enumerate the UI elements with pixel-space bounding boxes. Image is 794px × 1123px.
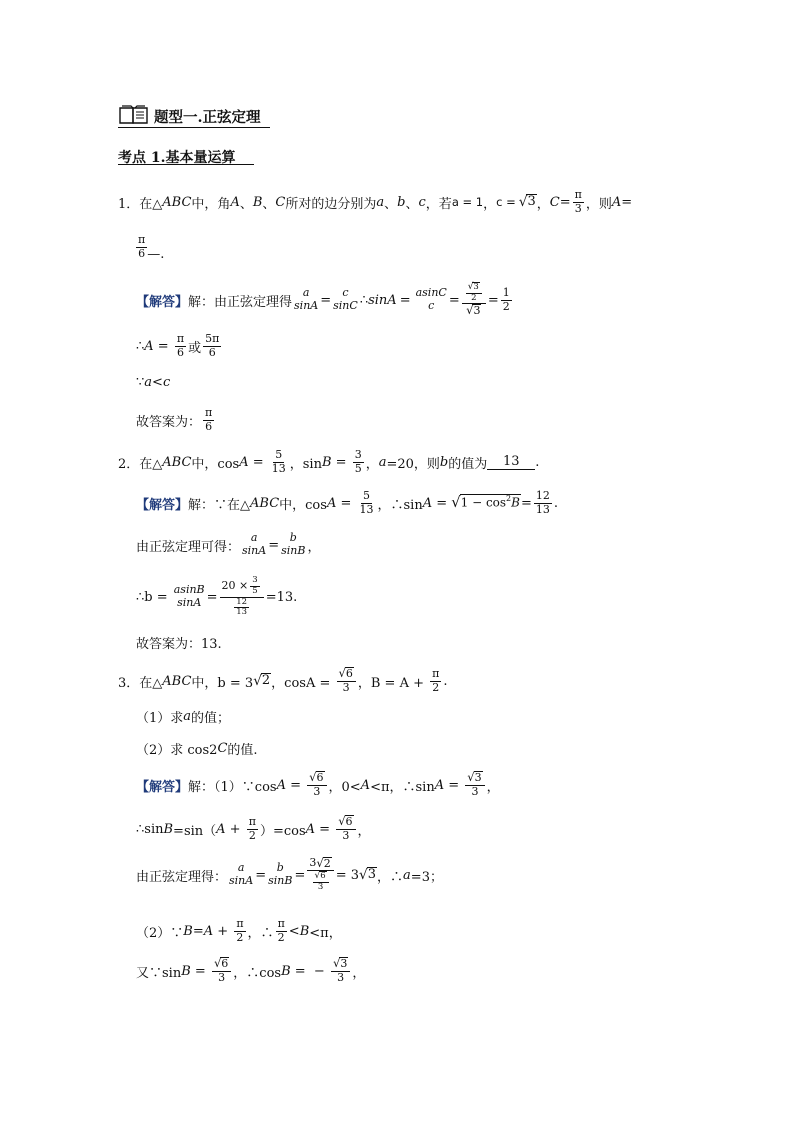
denominator: 3 xyxy=(342,829,350,842)
var: C xyxy=(275,194,286,210)
text: ，B = A + xyxy=(357,675,429,691)
denominator: 2 xyxy=(248,828,256,842)
var: b xyxy=(397,194,406,210)
numerator xyxy=(466,282,482,294)
fraction xyxy=(281,532,305,557)
text: ，若 xyxy=(425,196,452,212)
text: 中，角 xyxy=(191,196,231,212)
text: ，则 xyxy=(585,196,612,212)
text: = xyxy=(331,454,351,470)
solution-tag: 【解答】 xyxy=(136,779,189,795)
denominator: 13 xyxy=(236,607,248,618)
text: = xyxy=(320,292,332,308)
text: =sin（ xyxy=(173,823,217,839)
text: = 3 xyxy=(335,867,360,883)
text: 故答案为： xyxy=(136,414,202,430)
var: A xyxy=(239,454,249,470)
fraction xyxy=(268,862,292,887)
fraction xyxy=(212,957,231,984)
var: ABC xyxy=(250,495,280,511)
fraction xyxy=(353,449,364,475)
text: —. xyxy=(147,247,165,262)
denominator: 2 xyxy=(277,930,285,944)
text: = xyxy=(444,777,464,793)
denominator: 3 xyxy=(317,882,324,893)
fraction xyxy=(276,918,287,944)
text: ， xyxy=(352,965,366,981)
text: ， xyxy=(486,779,500,795)
sqrt: √ 3 xyxy=(359,867,377,883)
var: C xyxy=(549,194,560,210)
denominator: sinB xyxy=(281,544,306,557)
condition: a = 1 xyxy=(451,195,484,209)
fraction xyxy=(203,407,214,433)
text: 由正弦定理得： xyxy=(136,869,228,885)
var: a xyxy=(144,374,153,390)
radicand: 3 xyxy=(527,194,536,209)
text: ，cosA = xyxy=(271,675,335,691)
var: A xyxy=(203,923,214,939)
fraction xyxy=(430,668,441,694)
solution-1-line-1 xyxy=(136,280,514,320)
sqrt: √ 2 xyxy=(316,856,331,871)
text: . xyxy=(443,673,448,689)
text: = xyxy=(432,495,452,511)
denominator xyxy=(464,304,483,318)
fraction xyxy=(136,234,147,260)
text: 、 xyxy=(239,196,253,212)
text: 的值； xyxy=(191,710,231,726)
text: + xyxy=(213,923,233,939)
text: < xyxy=(152,374,163,390)
radicand: 3 xyxy=(367,867,377,882)
var: ABC xyxy=(162,194,192,210)
denominator: sinA xyxy=(229,874,254,887)
text: 20 × xyxy=(221,578,249,592)
numerator: 5 xyxy=(363,488,370,502)
text: <π，∴sin xyxy=(370,779,435,795)
text: = xyxy=(448,292,460,308)
fraction xyxy=(313,871,329,893)
text: ∴ xyxy=(136,338,145,354)
var: B xyxy=(252,194,263,210)
numerator: 12 xyxy=(236,596,248,607)
fraction xyxy=(307,857,333,893)
text: 的值. xyxy=(227,742,258,758)
solution-2-line-1 xyxy=(136,486,558,520)
denominator: 5 xyxy=(354,461,362,475)
fraction xyxy=(462,282,486,318)
text: ）=cos xyxy=(259,823,306,839)
var: ABC xyxy=(162,673,192,689)
text: 3 xyxy=(309,856,317,870)
var: a xyxy=(183,708,192,724)
var: sinA xyxy=(368,292,397,308)
solution-1-line-3 xyxy=(136,372,170,392)
denominator: 13 xyxy=(535,502,550,516)
denominator: 6 xyxy=(138,246,146,260)
denominator: sinB xyxy=(268,874,293,887)
numerator: 5 xyxy=(275,447,283,461)
radicand: 3 xyxy=(473,304,481,318)
fraction xyxy=(416,287,447,312)
numerator: a xyxy=(250,531,258,545)
text: 中，cos xyxy=(191,456,240,472)
var: B xyxy=(281,963,291,979)
var: A xyxy=(230,194,240,210)
text: ∴sin xyxy=(136,821,164,837)
text: （2）求 cos2 xyxy=(136,742,218,758)
numerator: 1 xyxy=(502,285,510,299)
var: a xyxy=(403,867,411,883)
var: A xyxy=(326,495,337,511)
text: 1 − cos xyxy=(460,496,507,511)
text: =13. xyxy=(265,589,298,605)
var: B xyxy=(511,496,520,511)
fraction xyxy=(336,815,355,842)
numerator: π xyxy=(277,916,285,930)
var: B xyxy=(183,923,193,939)
text: ，∴ xyxy=(377,869,404,885)
denominator: 6 xyxy=(208,345,216,359)
text: ，∴ xyxy=(247,925,274,941)
var: ABC xyxy=(162,454,192,470)
sqrt: √ $1 - \cos^2B$ xyxy=(451,494,520,512)
text: = xyxy=(520,495,532,511)
text: 解：（1）∵cos xyxy=(188,779,277,795)
text: = xyxy=(559,194,571,210)
denominator: 6 xyxy=(205,419,213,433)
text: ， xyxy=(365,456,379,472)
heading-underline xyxy=(118,127,270,128)
solution-tag: 【解答】 xyxy=(136,294,189,310)
text: ， xyxy=(307,539,321,555)
denominator: sinC xyxy=(333,299,358,312)
numerator xyxy=(336,815,355,830)
text: ， xyxy=(536,196,550,212)
numerator: a xyxy=(302,286,310,300)
denominator: sinA xyxy=(242,544,267,557)
sqrt: √ 3 xyxy=(332,956,348,971)
text: 解：由正弦定理得 xyxy=(188,294,293,310)
var: A xyxy=(216,821,226,837)
numerator xyxy=(337,667,356,682)
var: A xyxy=(422,495,433,511)
var: c xyxy=(418,194,426,210)
text: 、 xyxy=(262,196,276,212)
denominator: 5 xyxy=(252,585,258,596)
numerator xyxy=(307,771,326,786)
radicand xyxy=(460,494,521,511)
text: = xyxy=(190,963,210,979)
text: = xyxy=(192,923,204,939)
text: < xyxy=(288,923,300,939)
numerator: π xyxy=(205,405,213,419)
text: = xyxy=(255,867,267,883)
book-icon xyxy=(118,104,150,126)
question-1 xyxy=(118,188,632,216)
text: = xyxy=(336,495,356,511)
numerator: b xyxy=(276,861,284,875)
text: = xyxy=(268,537,280,553)
solution-1-answer xyxy=(136,404,216,436)
numerator: π xyxy=(236,916,244,930)
radicand: 6 xyxy=(320,871,326,882)
solution-2-line-3 xyxy=(136,570,297,624)
numerator: asinB xyxy=(173,583,205,597)
text: = xyxy=(621,194,633,210)
numerator xyxy=(212,957,231,972)
var: A xyxy=(611,194,622,210)
fraction xyxy=(234,598,249,619)
text: 在△ xyxy=(139,456,163,472)
numerator: π xyxy=(176,331,185,345)
var: A xyxy=(305,821,316,837)
var: B xyxy=(163,821,174,837)
text: 、 xyxy=(405,196,419,212)
answer-blank: 13 xyxy=(487,454,535,470)
numerator xyxy=(307,857,333,871)
text: ∴b = xyxy=(136,589,172,605)
sqrt: √ 6 xyxy=(338,666,353,681)
question-2 xyxy=(118,446,539,478)
text: ， xyxy=(483,196,497,212)
solution-tag: 【解答】 xyxy=(136,497,189,513)
text: ，∴sin xyxy=(377,497,423,513)
question-number: 1． xyxy=(118,196,140,212)
var: A xyxy=(276,777,286,793)
var: B xyxy=(299,923,310,939)
solution-3-line-1 xyxy=(136,766,500,804)
sqrt: √ 3 xyxy=(467,281,479,292)
var: A xyxy=(360,777,371,793)
text: 故答案为：13. xyxy=(136,636,222,652)
text: 的值为 xyxy=(448,456,488,472)
solution-3-line-4 xyxy=(136,912,342,950)
numerator: b xyxy=(289,531,297,545)
numerator xyxy=(462,282,486,305)
denominator: 3 xyxy=(337,971,345,984)
text: = xyxy=(285,777,306,793)
var: B xyxy=(321,454,332,470)
question-3-part-2 xyxy=(136,738,258,758)
question-number: 3． xyxy=(118,675,140,691)
var: B xyxy=(181,963,191,979)
text: ， xyxy=(357,823,371,839)
numerator: π xyxy=(432,666,440,680)
fraction xyxy=(242,532,266,557)
condition: c = xyxy=(496,195,516,209)
denominator: 13 xyxy=(271,461,286,475)
radicand: 6 xyxy=(316,771,324,785)
numerator xyxy=(465,771,484,786)
var: A xyxy=(434,777,445,793)
radicand: 6 xyxy=(345,667,353,681)
fraction xyxy=(203,333,221,359)
denominator xyxy=(309,871,333,893)
denominator: 3 xyxy=(471,785,479,798)
text: 在△ xyxy=(139,675,163,691)
denominator: 3 xyxy=(313,785,321,798)
fraction xyxy=(220,576,264,618)
fraction xyxy=(331,957,350,984)
text: ，∴cos xyxy=(233,965,282,981)
text: = xyxy=(294,867,306,883)
numerator xyxy=(220,576,264,598)
denominator: sinA xyxy=(177,596,202,609)
text: 解：∵在△ xyxy=(188,497,251,513)
sqrt: √ 2 xyxy=(253,673,271,689)
denominator: 2 xyxy=(502,299,510,313)
numerator: π xyxy=(138,232,146,246)
fraction xyxy=(307,771,326,798)
denominator: 13 xyxy=(359,502,374,516)
fraction xyxy=(337,667,356,694)
text: 在△ xyxy=(139,196,163,212)
question-3 xyxy=(118,664,448,698)
text: <π， xyxy=(309,925,342,941)
text: = − xyxy=(290,963,329,979)
denominator: 3 xyxy=(218,971,226,984)
radicand: 3 xyxy=(340,957,348,971)
solution-2-line-2 xyxy=(136,528,320,562)
denominator: 3 xyxy=(574,201,582,215)
text: 、 xyxy=(384,196,398,212)
solution-2-answer xyxy=(136,632,222,652)
text: 或 xyxy=(188,340,202,356)
subsection-underline xyxy=(118,164,254,165)
text: = xyxy=(399,292,411,308)
fraction xyxy=(229,862,253,887)
var: c xyxy=(162,374,171,390)
radicand: 6 xyxy=(221,957,229,971)
numerator: π xyxy=(574,187,582,201)
radicand: 3 xyxy=(473,281,479,292)
text: （2）∵ xyxy=(136,925,184,941)
subsection-title: 考点 1.基本量运算 xyxy=(118,150,236,166)
numerator: c xyxy=(342,286,349,300)
numerator xyxy=(331,957,350,972)
question-3-part-1 xyxy=(136,706,230,726)
var: a xyxy=(378,454,387,470)
text: = xyxy=(248,454,268,470)
text: . xyxy=(535,454,540,470)
denominator: 2 xyxy=(236,930,244,944)
fraction xyxy=(465,771,484,798)
section-heading: 题型一.正弦定理 xyxy=(154,109,261,126)
text: 所对的边分别为 xyxy=(285,196,377,212)
solution-3-line-2 xyxy=(136,810,371,848)
numerator: 3 xyxy=(354,447,362,461)
numerator: asinC xyxy=(415,286,447,300)
question-1-answer xyxy=(136,232,164,262)
text: 又∵sin xyxy=(136,965,182,981)
text: （1）求 xyxy=(136,710,184,726)
denominator: 6 xyxy=(176,345,184,359)
numerator: 3 xyxy=(252,574,258,585)
fraction xyxy=(247,816,258,842)
question-number: 2． xyxy=(118,456,140,472)
solution-3-line-3 xyxy=(136,852,443,898)
var: A xyxy=(144,338,154,354)
text: . xyxy=(553,495,559,511)
denominator: 2 xyxy=(432,680,440,694)
denominator: sinA xyxy=(294,299,319,312)
fraction xyxy=(175,333,186,359)
fraction xyxy=(501,287,512,313)
text: ，0< xyxy=(328,779,361,795)
fraction xyxy=(270,449,288,475)
numerator: π xyxy=(248,814,256,828)
text: ∴ xyxy=(359,292,369,308)
var: a xyxy=(376,194,385,210)
fraction xyxy=(466,282,482,304)
denominator: 2 xyxy=(471,292,477,303)
text: 中，b = 3 xyxy=(191,675,254,691)
var: C xyxy=(217,740,228,756)
text: = xyxy=(153,338,173,354)
fraction xyxy=(174,584,205,609)
solution-3-line-5 xyxy=(136,952,365,990)
text: =3； xyxy=(410,869,443,885)
sqrt: √ 3 xyxy=(466,303,481,318)
sqrt: √ 6 xyxy=(309,770,324,785)
fraction xyxy=(294,287,318,312)
denominator xyxy=(230,598,253,619)
radicand: 2 xyxy=(261,673,271,688)
text: = xyxy=(206,589,218,605)
denominator: c xyxy=(428,299,435,312)
fraction xyxy=(333,287,358,312)
fraction xyxy=(534,490,552,516)
text: = xyxy=(315,821,335,837)
sqrt: √ 3 xyxy=(467,770,482,785)
text: ∵ xyxy=(136,374,145,390)
numerator: a xyxy=(237,861,245,875)
fraction xyxy=(250,576,259,597)
text: ，sin xyxy=(289,456,322,472)
fraction xyxy=(573,189,584,215)
sqrt: √ 3 xyxy=(518,194,536,210)
text: 由正弦定理可得： xyxy=(136,539,241,555)
numerator: 12 xyxy=(535,488,550,502)
sqrt: √ 6 xyxy=(213,956,229,971)
text: 中，cos xyxy=(279,497,327,513)
numerator: 5π xyxy=(205,331,220,345)
radicand: 2 xyxy=(323,857,331,871)
text: =20，则 xyxy=(386,456,440,472)
sqrt: √ 6 xyxy=(338,814,353,829)
var: b xyxy=(439,454,449,470)
text: = xyxy=(487,292,499,308)
radicand: 6 xyxy=(345,815,353,829)
fraction xyxy=(234,918,245,944)
denominator: 3 xyxy=(342,681,350,694)
fraction xyxy=(358,490,376,516)
superscript: 2 xyxy=(506,494,512,504)
radicand: 3 xyxy=(474,771,482,785)
text: + xyxy=(225,821,245,837)
solution-1-line-2 xyxy=(136,330,223,362)
sqrt: √ 6 xyxy=(314,871,326,882)
